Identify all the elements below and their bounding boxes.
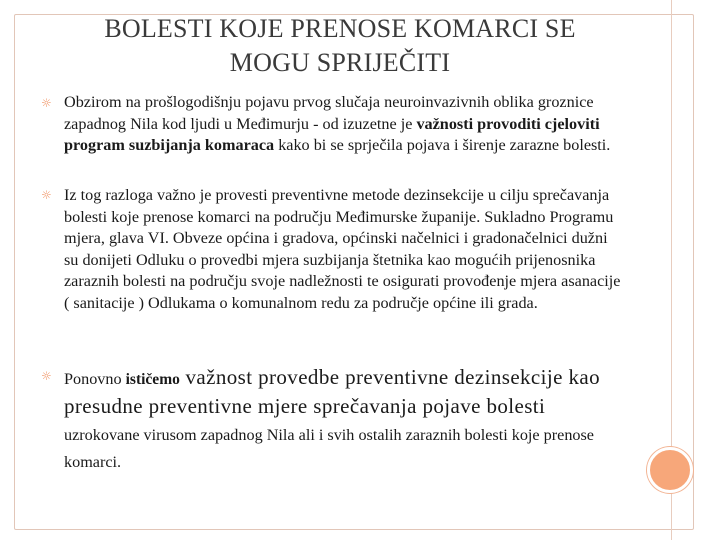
paragraph-3-bold: ističemo [125,371,180,388]
paragraph-3-text-a: Ponovno [64,370,126,388]
paragraph-1 [64,92,624,157]
bullet-icon: ☼ [41,96,52,110]
paragraph-3 [64,364,624,476]
paragraph-3-text-b: uzrokovane virusom zapadnog Nila ali i svih ostalih zaraznih bolesti koje prenose komarci. [64,426,594,471]
decorative-circle [647,447,693,493]
paragraph-1-text-b: kako bi se sprječila pojava i širenje zarazne bolesti. [274,136,611,154]
bullet-icon: ☼ [41,188,52,202]
paragraph-1-bold: važnosti provoditi cjeloviti program suzbijanja komaraca [64,114,600,154]
paragraph-2: Iz tog razloga važno je provesti preventivne metode dezinsekcije u cilju sprečavanja bolesti koje prenose komarci na području Međimurske županije. Sukladno Programu mjera, glava VI. Obveze općina i gradova, općinski načelnici i gradonačelnici dužni su donijeti Odluku o provedbi mjera suzbijanja štetnika kao mogućih prijenosnika zaraznih bolesti na području svoje nadležnosti te osigurati provođenje mjera asanacije ( sanitacije ) Odlukama o komunalnom redu za područje općine ili grada. [64,186,621,312]
title-line-1: BOLESTI KOJE PRENOSE KOMARCI SE [104,14,576,43]
paragraph-3-emphasis: važnost provedbe preventivne dezinsekcije kao presudne preventivne mjere sprečavanja pojave bolesti [64,365,601,418]
paragraph-1-text-a: Obzirom na prošlogodišnju pojavu prvog slučaja neuroinvazivnih oblika groznice zapadnog Nila kod ljudi u Međimurju - od izuzetne je [64,93,594,133]
title-line-2: MOGU SPRIJEČITI [229,48,451,77]
slide-title [40,12,640,80]
bullet-icon: ☼ [41,369,52,383]
